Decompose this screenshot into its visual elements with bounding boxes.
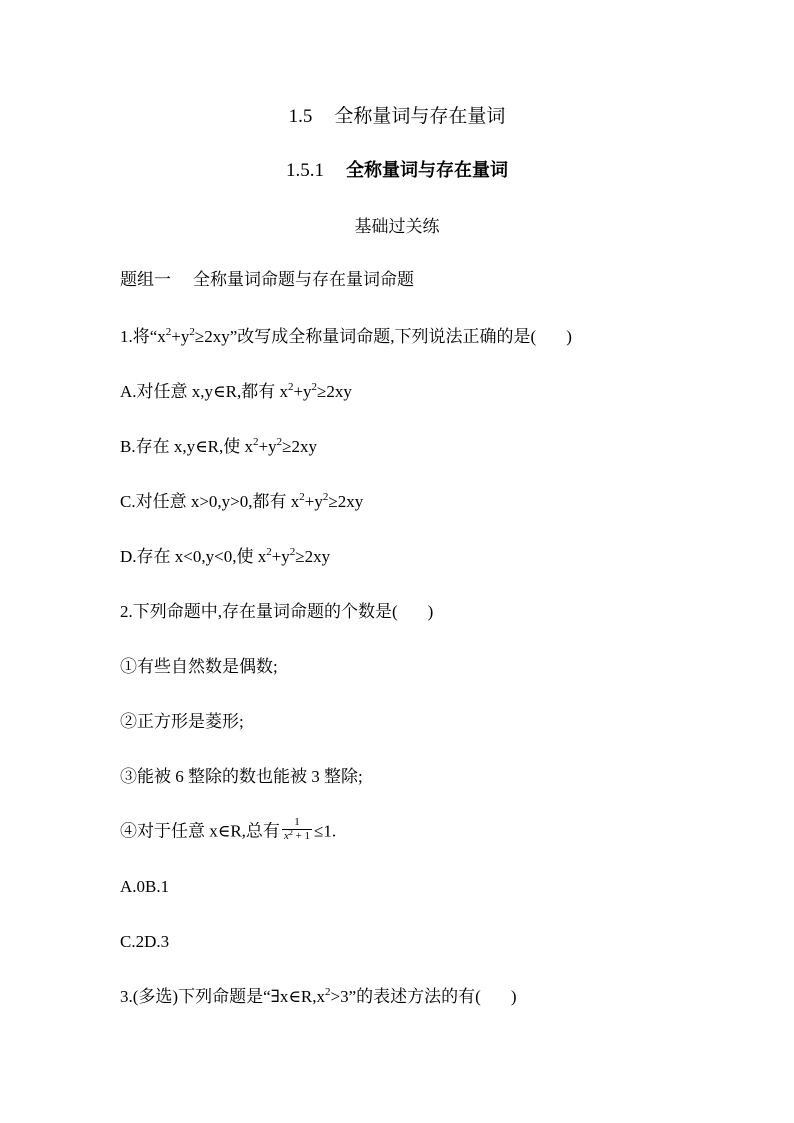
group-heading: [120, 269, 414, 291]
group-label: 题组一: [120, 270, 171, 289]
question-1-option-b: B.存在 x,y∈R,使 $x^2+y^2\ge 2xy$: [120, 436, 317, 456]
practice-label: 基础过关练: [354, 217, 440, 236]
subsection-number: 1.5.1: [286, 160, 324, 181]
fraction: $\frac{1}{x^2 + 1}$: [283, 816, 311, 842]
question-2-options-cd: C.2D.3: [120, 932, 170, 951]
question-2-item-1: ①有些自然数是偶数;: [120, 657, 278, 676]
question-1-option-d: D.存在 x<0,y<0,使 $x^2+y^2\ge 2xy$: [120, 546, 331, 566]
question-2-item-3: ③能被 6 整除的数也能被 3 整除;: [120, 767, 363, 786]
question-1-option-a: A.对任意 x,y∈R,都有 $x^2+y^2\ge 2xy$: [120, 381, 352, 401]
question-2-options-ab: A.0B.1: [120, 877, 170, 896]
question-1-stem: 1.将“$x^2+y^2\ge 2xy$”改写成全称量词命题,下列说法正确的是( ): [120, 326, 572, 346]
question-1-option-c: C.对任意 x>0,y>0,都有 $x^2+y^2\ge 2xy$: [120, 491, 364, 511]
group-title: 全称量词命题与存在量词命题: [193, 270, 414, 289]
subsection-title-text: 全称量词与存在量词: [346, 160, 508, 181]
section-title: [0, 106, 794, 128]
question-2-stem: 2.下列命题中,存在量词命题的个数是( ): [120, 602, 434, 621]
question-2-item-4: ④对于任意 x∈R,总有 $\frac{1}{x^2 + 1}$ ≤1.: [120, 816, 337, 842]
question-2-item-2: ②正方形是菱形;: [120, 712, 244, 731]
subsection-title: [0, 160, 794, 182]
section-title-text: 全称量词与存在量词: [334, 106, 506, 127]
section-number: 1.5: [288, 106, 313, 127]
question-3-stem: 3.(多选)下列命题是“$\exists x\in R,x^2>3$”的表述方法的有( ): [120, 986, 517, 1006]
